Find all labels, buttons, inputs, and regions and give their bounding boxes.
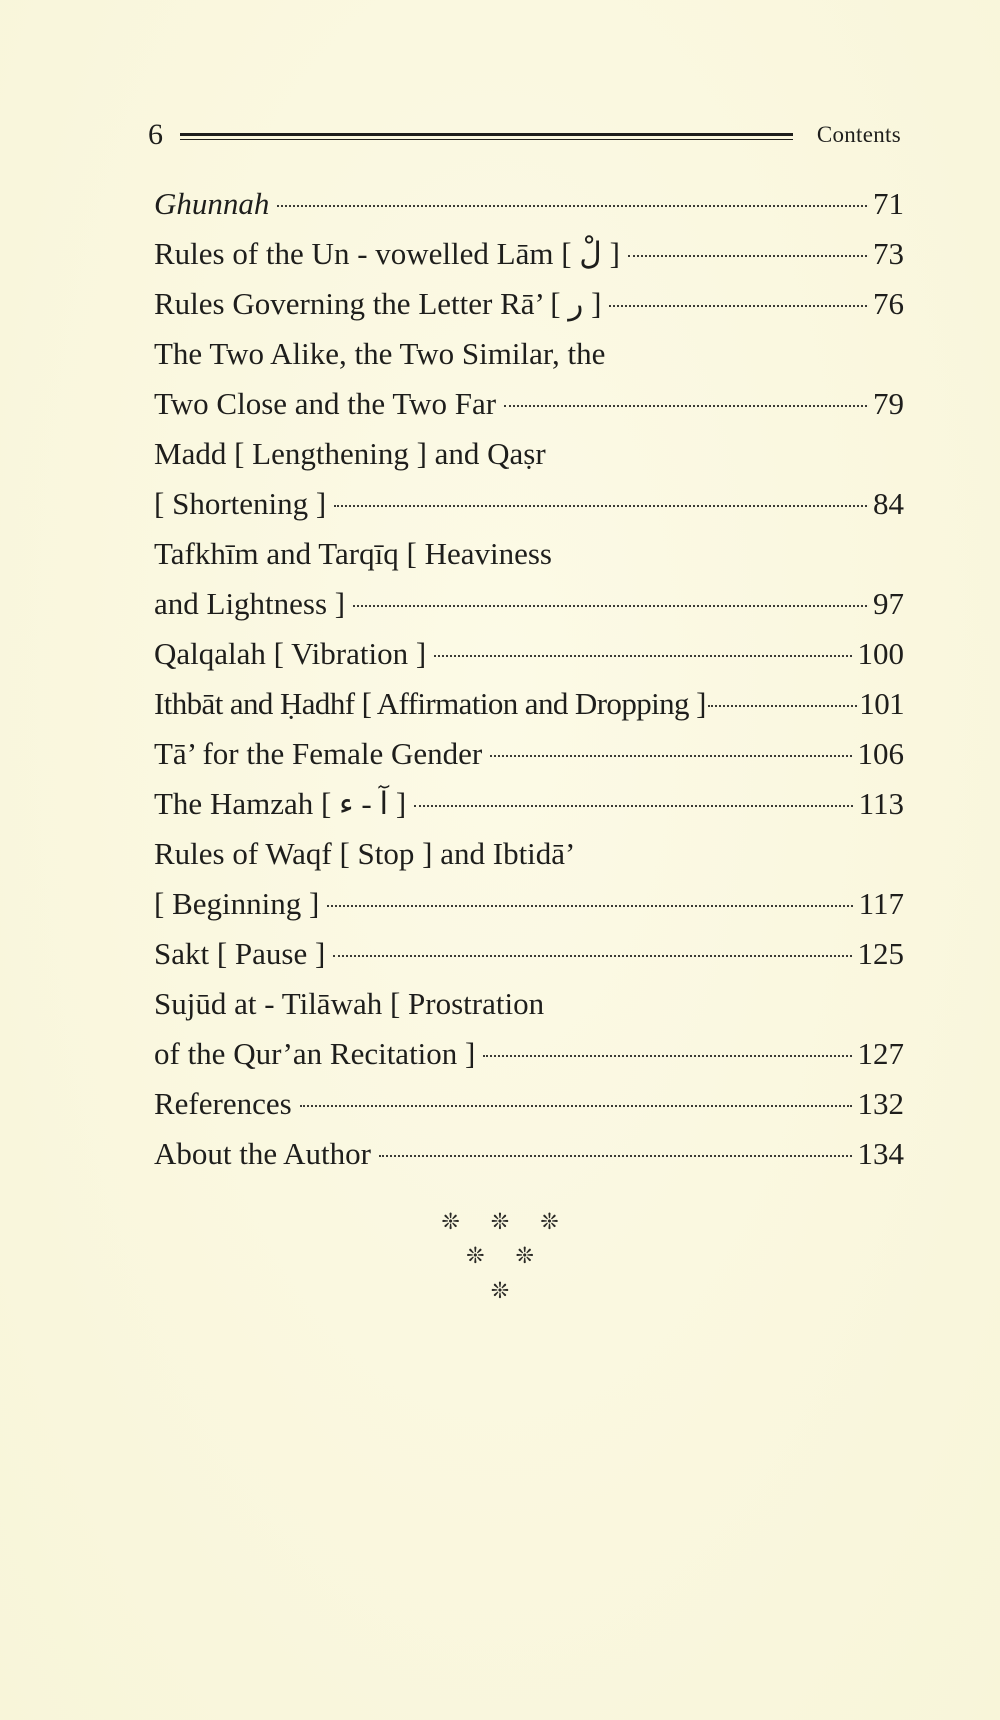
dot-leader [708,705,857,707]
toc-entry [154,929,904,979]
toc-entry-title: [ Shortening ] [154,486,327,521]
toc-entry-title: Sujūd at - Tilāwah [ Prostration [154,986,545,1021]
asterism-icon: ❊ [490,1279,510,1304]
dot-leader [353,605,867,607]
toc-page-number: 113 [858,786,904,821]
toc-page-number: 132 [857,1086,904,1121]
toc-page-number: 125 [857,936,904,971]
toc-entry [154,1079,904,1129]
toc-page-number: 106 [857,736,904,771]
toc-entry-title: and Lightness ] [154,586,346,621]
asterism-icon: ❊ [466,1244,485,1269]
asterism-icon: ❊ [441,1210,460,1235]
dot-leader [483,1055,851,1057]
toc-entry-title: Madd [ Lengthening ] and Qaṣr [154,436,546,471]
toc-page-number: 117 [858,886,904,921]
toc-entry-title: Tā’ for the Female Gender [154,736,483,771]
toc-entry-title: of the Qur’an Recitation ] [154,1036,476,1071]
ornament-row-3 [0,1279,1000,1304]
toc-page-number: 84 [873,486,904,521]
dot-leader [333,955,851,957]
asterism-icon: ❊ [490,1210,510,1235]
toc-entry-title: About the Author [154,1136,371,1171]
toc-entry [154,679,904,729]
toc-entry [154,579,904,629]
toc-page-number: 76 [873,286,904,321]
toc-entry-line1 [154,529,904,579]
toc-entry [154,629,904,679]
dot-leader [327,905,852,907]
toc-entry-title: Tafkhīm and Tarqīq [ Heaviness [154,536,552,571]
dot-leader [300,1105,852,1107]
toc-entry [154,179,904,229]
dot-leader [277,205,867,207]
toc-entry-title: Two Close and the Two Far [154,386,497,421]
ornament-row-2 [0,1244,1000,1269]
toc-entry [154,279,904,329]
toc-entry [154,229,904,279]
toc-page-number: 101 [859,686,904,721]
dot-leader [414,805,853,807]
toc-page-number: 134 [857,1136,904,1171]
toc-entry-line1 [154,429,904,479]
dot-leader [609,305,867,307]
toc-entry-title: References [154,1086,292,1121]
dot-leader [379,1155,852,1157]
toc-entry [154,729,904,779]
toc-title-text: Ghunnah [154,186,270,221]
toc-entry-line1 [154,329,904,379]
toc-entry-title: Rules of the Un - vowelled Lām [ لْ ] [154,236,620,271]
ornament-row-1 [0,1210,1000,1235]
toc-entry-title: Qalqalah [ Vibration ] [154,636,427,671]
asterism-icon: ❊ [540,1210,559,1235]
toc-entry-title: The Hamzah [ آ - ء ] [154,786,407,821]
page-header [148,115,901,155]
toc-entry-title: Sakt [ Pause ] [154,936,326,971]
running-title: Contents [816,122,901,147]
table-of-contents [154,179,904,1179]
toc-entry-line1 [154,829,904,879]
toc-entry-title: The Two Alike, the Two Similar, the [154,336,606,371]
toc-entry [154,879,904,929]
toc-entry-title: Rules Governing the Letter Rā’ [ ر ] [154,286,602,321]
asterism-icon: ❊ [515,1244,534,1269]
toc-entry-title: [ Beginning ] [154,886,320,921]
toc-entry [154,1129,904,1179]
toc-entry [154,479,904,529]
toc-entry-title: Rules of Waqf [ Stop ] and Ibtidā’ [154,836,576,871]
toc-entry [154,1029,904,1079]
toc-entry-title: Ithbāt and Ḥadhf [ Affirmation and Dropping ] [154,686,706,721]
header-rule [180,133,793,141]
toc-page-number: 100 [857,636,904,671]
toc-page-number: 97 [873,586,904,621]
toc-page-number: 71 [873,186,904,221]
toc-entry [154,779,904,829]
toc-page-number: 127 [857,1036,904,1071]
dot-leader [490,755,851,757]
toc-page-number: 79 [873,386,904,421]
toc-entry [154,379,904,429]
dot-leader [334,505,867,507]
dot-leader [628,255,867,257]
toc-page-number: 73 [873,236,904,271]
toc-entry-title [154,179,269,229]
dot-leader [504,405,867,407]
dot-leader [434,655,851,657]
toc-entry-line1 [154,979,904,1029]
page-number: 6 [148,118,163,151]
